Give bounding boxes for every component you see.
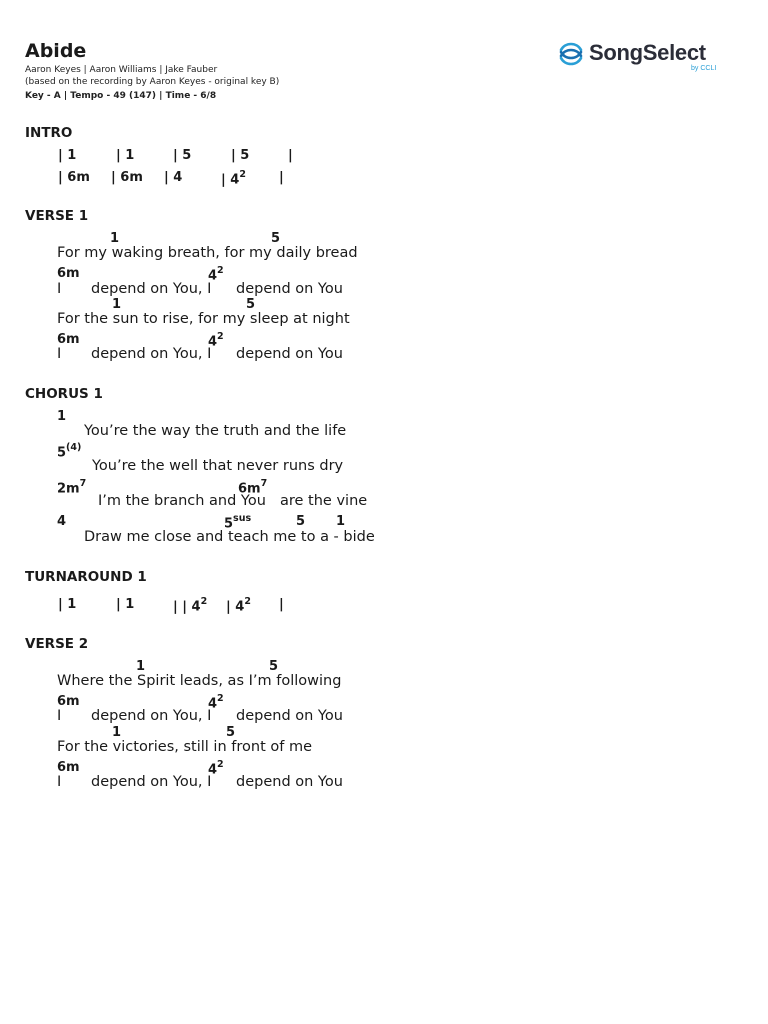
songselect-logo [557, 38, 732, 74]
section-chorus-1: CHORUS 1 [25, 386, 103, 402]
chord-extension: 2 [217, 693, 224, 704]
chord-root: 4 [208, 268, 218, 284]
lyric-segment: I [57, 708, 62, 724]
lyric-line: Where the Spirit leads, as I’m following [57, 673, 342, 689]
chord-extension: (4) [66, 442, 82, 453]
songselect-logo-icon [557, 40, 585, 68]
song-authors: Aaron Keyes | Aaron Williams | Jake Fauber [25, 65, 218, 75]
chord-root: | 4 [221, 172, 240, 188]
chord: 4 [57, 514, 67, 529]
turnaround-chord [226, 597, 251, 614]
lyric-segment: depend on You, I [91, 346, 212, 362]
chord: 5 [271, 231, 281, 246]
recording-note: (based on the recording by Aaron Keyes - original key B) [25, 77, 280, 87]
chord: 1 [112, 297, 122, 312]
turnaround-chord: | 1 [116, 597, 135, 612]
chord: 5 [269, 659, 279, 674]
chord: 1 [110, 231, 120, 246]
chord-extension: 2 [244, 596, 251, 607]
intro-chord: | 6m [58, 170, 90, 185]
intro-chord [221, 170, 246, 187]
section-intro: INTRO [25, 125, 73, 141]
chord: 1 [57, 409, 67, 424]
chord-extension: 2 [200, 596, 208, 607]
intro-chord: | 4 [164, 170, 183, 185]
lyric-line: For my waking breath, for my daily bread [57, 245, 358, 261]
lyric-segment: depend on You [236, 708, 343, 724]
section-verse-2: VERSE 2 [25, 636, 89, 652]
lyric-segment: depend on You [236, 774, 343, 790]
lyric-segment: depend on You [236, 346, 343, 362]
lyric-segment: depend on You, I [91, 281, 212, 297]
chord: 1 [112, 725, 122, 740]
chord: 5 [226, 725, 236, 740]
chord-root: 4 [208, 762, 218, 778]
intro-chord: | 5 [173, 148, 192, 163]
chord-extension: sus [233, 513, 252, 524]
lyric-line: For the sun to rise, for my sleep at night [57, 311, 350, 327]
lyric-segment: I [57, 774, 62, 790]
chord: 5 [246, 297, 256, 312]
chord-root: 5 [57, 445, 67, 461]
lyric-segment: depend on You [236, 281, 343, 297]
chord: 5 [296, 514, 306, 529]
section-turnaround-1: TURNAROUND 1 [25, 569, 147, 585]
chord [57, 443, 81, 460]
intro-bar-end: | [288, 148, 293, 163]
chord: 1 [136, 659, 146, 674]
chord-extension: 2 [217, 331, 224, 342]
intro-chord: | 5 [231, 148, 250, 163]
turnaround-chord: | | $4^2$ [173, 596, 208, 615]
lyric-segment: depend on You, I [91, 774, 212, 790]
chord: 6m [57, 760, 80, 775]
intro-chord: | 1 [58, 148, 77, 163]
song-title: Abide [25, 40, 87, 62]
lyric-line: You’re the well that never runs dry [92, 458, 344, 474]
key-tempo-time: Key - A | Tempo - 49 (147) | Time - 6/8 [25, 91, 217, 101]
chord-extension: 2 [239, 169, 246, 180]
songselect-wordmark: SongSelect [589, 40, 706, 65]
chord-extension: 2 [217, 759, 224, 770]
chord-root: 4 [208, 696, 218, 712]
chord: 6m [57, 332, 80, 347]
lyric-line: You’re the way the truth and the life [84, 423, 347, 439]
turnaround-chord: | 1 [58, 597, 77, 612]
songselect-byline: by CCLI [691, 65, 717, 72]
chord-root: 6m [238, 481, 261, 497]
lyric-segment: I’m the branch and You [98, 493, 266, 509]
chord-root: | 4 [226, 599, 245, 615]
chord: 6m [57, 266, 80, 281]
intro-bar-end: | [279, 170, 284, 185]
chord-root: 2m [57, 481, 80, 497]
lyric-segment: I [57, 281, 62, 297]
lyric-line: For the victories, still in front of me [57, 739, 312, 755]
intro-chord: | 6m [111, 170, 143, 185]
chord-extension: 2 [217, 265, 224, 276]
chord-root: 4 [208, 334, 218, 350]
turnaround-bar-end: | [279, 597, 284, 612]
chord-root: 5 [224, 516, 234, 532]
chord: 6m [57, 694, 80, 709]
lyric-segment: I [57, 346, 62, 362]
lyric-line: Draw me close and teach me to a - bide [84, 529, 375, 545]
intro-chord: | 1 [116, 148, 135, 163]
lyric-segment: are the vine [280, 493, 368, 509]
chord-root: | 4 [182, 599, 201, 615]
section-verse-1: VERSE 1 [25, 208, 89, 224]
chord-extension: 7 [79, 478, 87, 489]
chord [57, 479, 86, 496]
chord: 1 [336, 514, 346, 529]
lyric-segment: depend on You, I [91, 708, 212, 724]
chord-extension: 7 [260, 478, 268, 489]
